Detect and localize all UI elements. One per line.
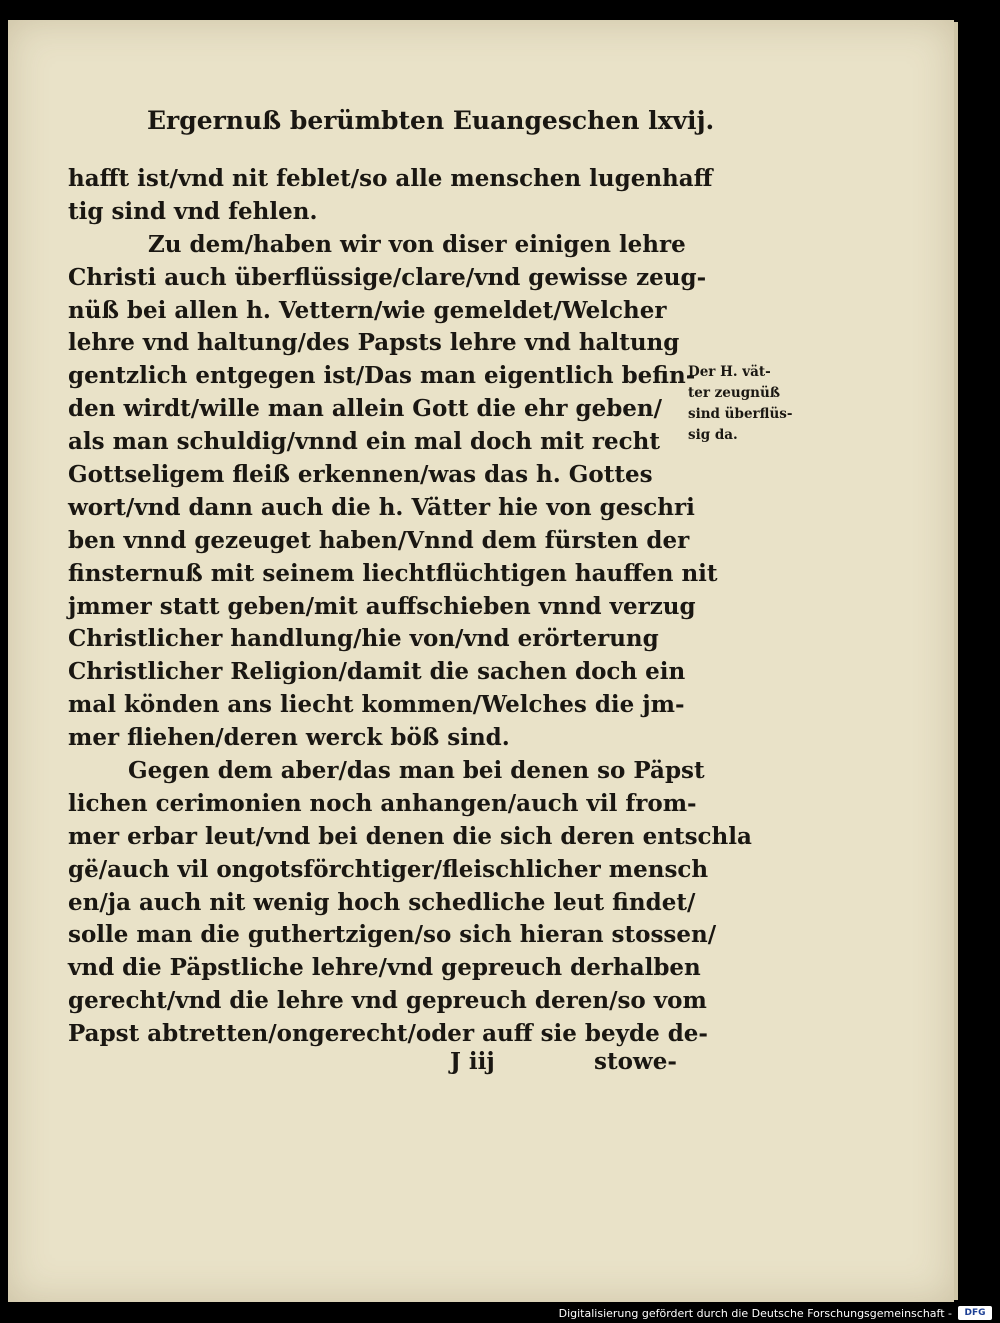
text-line: Gottseligem fleiß erkennen/was das h. Gottes xyxy=(68,461,653,489)
text-line: Zu dem/haben wir von diser einigen lehre xyxy=(148,230,686,258)
running-header: Ergernuß berümbten Euangeschen lxvij. xyxy=(147,106,715,135)
text-line: gë/auch vil ongotsförchtiger/fleischlicher mensch xyxy=(68,855,709,883)
text-line: gerecht/vnd die lehre vnd gepreuch deren/so vom xyxy=(68,987,707,1015)
text-line: hafft ist/vnd nit feblet/so alle menschen lugenhaff xyxy=(68,165,713,192)
text-line: gentzlich entgegen ist/Das man eigentlich befin- xyxy=(68,362,696,390)
text-line: den wirdt/wille man allein Gott die ehr geben/ xyxy=(68,395,663,423)
text-line: jmmer statt geben/mit auffschieben vnnd verzug xyxy=(68,592,696,620)
text-line: Gegen dem aber/das man bei denen so Päpst xyxy=(128,757,705,785)
text-line: Papst abtretten/ongerecht/oder auff sie beyde de- xyxy=(68,1020,708,1048)
marginal-line: ter zeugnüß xyxy=(688,385,781,401)
text-line: tig sind vnd fehlen. xyxy=(68,197,318,225)
marginal-note xyxy=(688,362,808,446)
text-line: mer erbar leut/vnd bei denen die sich deren entschla xyxy=(68,822,752,850)
text-line: nüß bei allen h. Vettern/wie gemeldet/Welcher xyxy=(68,296,667,324)
text-line: mer fliehen/deren werck böß sind. xyxy=(68,724,510,752)
marginal-line: Der H. vät- xyxy=(688,364,771,380)
text-line: en/ja auch nit wenig hoch schedliche leut findet/ xyxy=(68,888,696,916)
text-line: solle man die guthertzigen/so sich hieran stossen/ xyxy=(68,921,717,949)
text-line: Christlicher handlung/hie von/vnd erörterung xyxy=(68,625,659,653)
page-footer xyxy=(450,1048,680,1088)
text-line: ben vnnd gezeuget haben/Vnnd dem fürsten der xyxy=(68,526,690,554)
text-line: Christi auch überflüssige/clare/vnd gewisse zeug- xyxy=(68,263,707,291)
marginal-line: sig da. xyxy=(688,427,738,443)
catchword: stowe- xyxy=(594,1048,677,1075)
text-line: lichen cerimonien noch anhangen/auch vil from- xyxy=(68,789,697,817)
page-edge xyxy=(954,22,958,1300)
text-line: als man schuldig/vnnd ein mal doch mit recht xyxy=(68,428,660,456)
marginal-line: sind überflüs- xyxy=(688,406,793,422)
credit-bar xyxy=(0,1303,1000,1323)
signature-mark: J iij xyxy=(450,1048,495,1075)
credit-text: Digitalisierung gefördert durch die Deutsche Forschungsgemeinschaft - xyxy=(558,1307,952,1320)
text-line: lehre vnd haltung/des Papsts lehre vnd haltung xyxy=(68,329,680,357)
text-line: wort/vnd dann auch die h. Vätter hie von geschri xyxy=(68,493,695,521)
text-line: Christlicher Religion/damit die sachen doch ein xyxy=(68,658,686,686)
dfg-logo: DFG xyxy=(958,1306,992,1320)
text-line: mal könden ans liecht kommen/Welches die jm- xyxy=(68,691,685,719)
text-line: finsternuß mit seinem liechtflüchtigen hauffen nit xyxy=(68,559,718,587)
text-line: vnd die Päpstliche lehre/vnd gepreuch derhalben xyxy=(68,954,701,982)
